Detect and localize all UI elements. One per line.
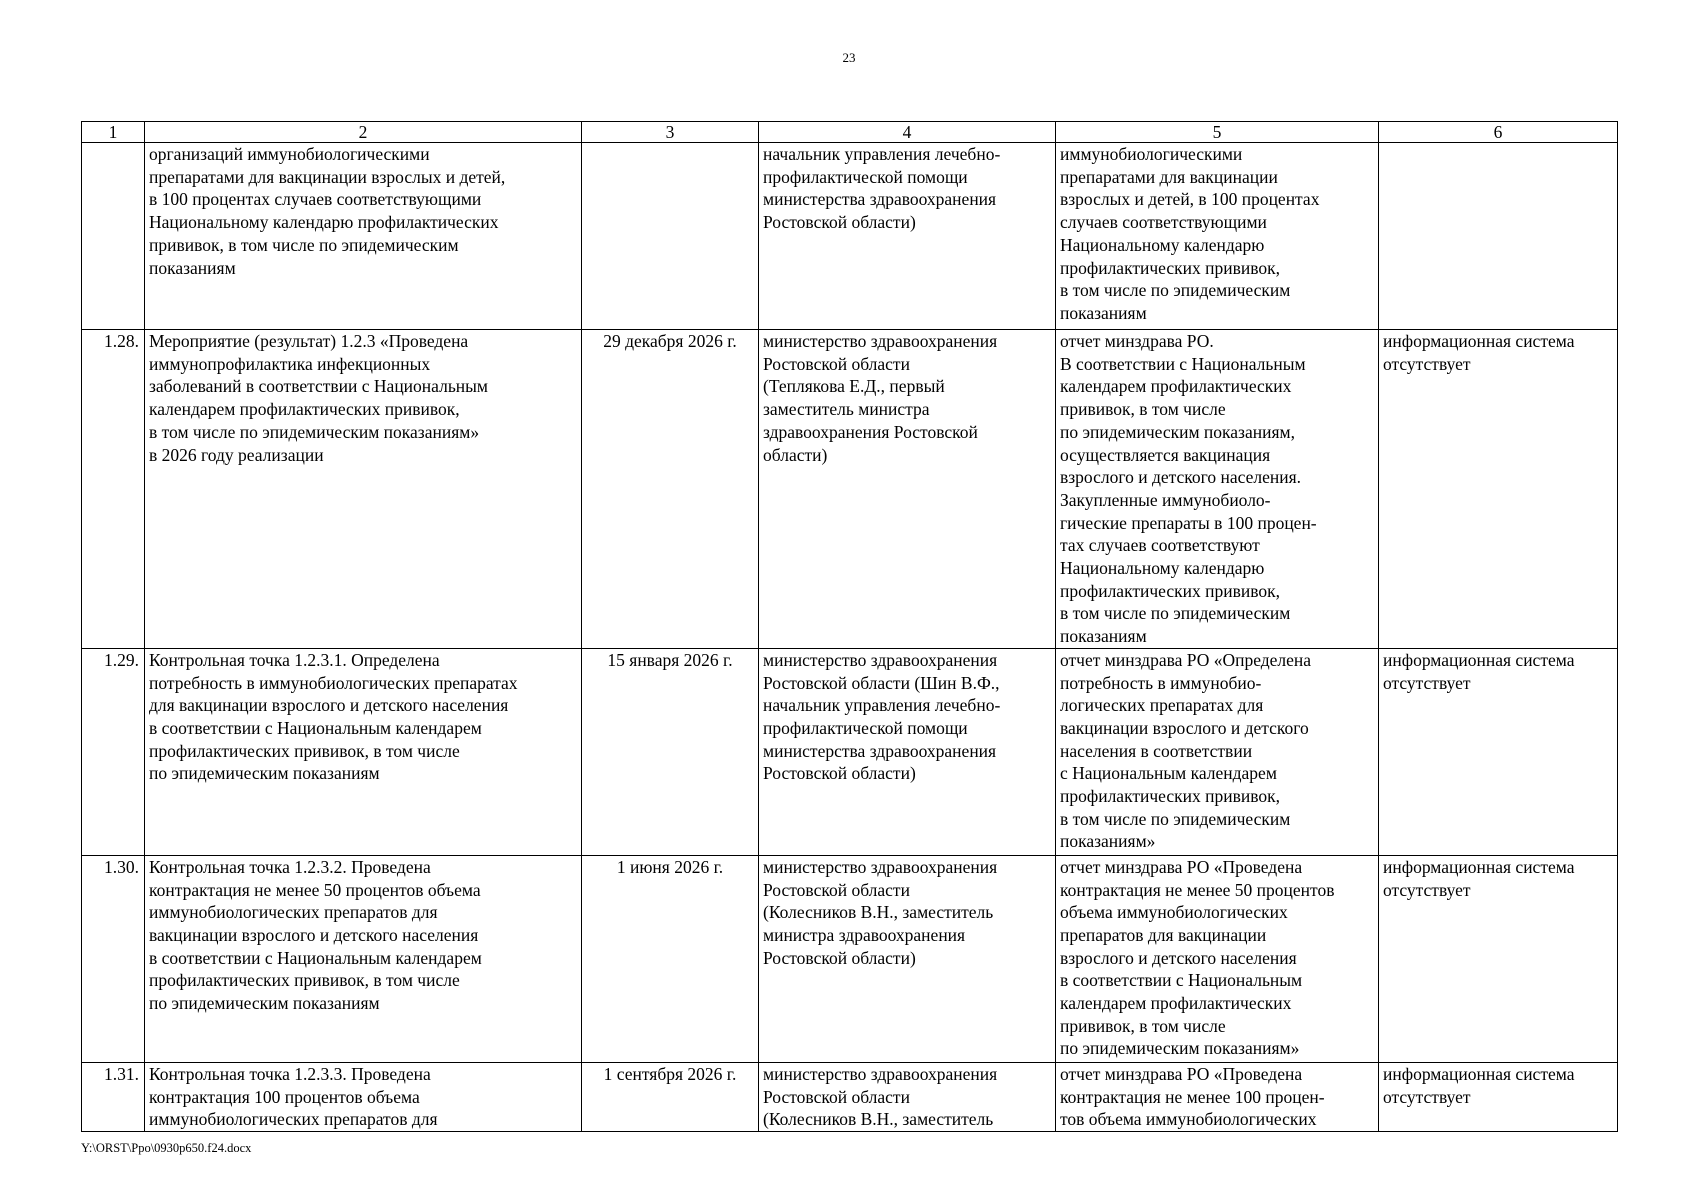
row-responsible: министерство здравоохранения Ростовской области (Шин В.Ф., начальник управления лечебно- профилактической помощи министерства здравоохранения Ростовской области) xyxy=(759,648,1056,855)
table-row xyxy=(82,330,1618,649)
plan-table xyxy=(81,121,1618,1132)
header-col-4: 4 xyxy=(759,122,1056,143)
table-row xyxy=(82,648,1618,855)
row-responsible: министерство здравоохранения Ростовской области (Колесников В.Н., заместитель министра здравоохранения Ростовской области) xyxy=(759,855,1056,1062)
page-number: 23 xyxy=(842,50,856,65)
row-system: информационная система отсутствует xyxy=(1379,1062,1618,1131)
row-number xyxy=(82,143,145,330)
table-row xyxy=(82,143,1618,330)
row-system: информационная система отсутствует xyxy=(1379,330,1618,649)
row-system xyxy=(1379,143,1618,330)
row-result: отчет минздрава РО «Проведена контрактация не менее 100 процен- тов объема иммунобиологических xyxy=(1056,1062,1379,1131)
row-description: организаций иммунобиологическими препаратами для вакцинации взрослых и детей, в 100 процентах случаев соответствующими Национальному календарю профилактических прививок, в том числе по эпидемическим показаниям xyxy=(145,143,582,330)
table-row xyxy=(82,1062,1618,1131)
row-date: 15 января 2026 г. xyxy=(582,648,759,855)
row-result: отчет минздрава РО «Определена потребность в иммунобио- логических препаратах для вакцинации взрослого и детского населения в соответствии с Национальным календарем профилактических прививок, в том числе по эпидемическим показаниям» xyxy=(1056,648,1379,855)
row-responsible: министерство здравоохранения Ростовской области (Колесников В.Н., заместитель xyxy=(759,1062,1056,1131)
row-description: Мероприятие (результат) 1.2.3 «Проведена иммунопрофилактика инфекционных заболеваний в соответствии с Национальным календарем профилактических прививок, в том числе по эпидемическим показаниям» в 2026 году реализации xyxy=(145,330,582,649)
row-date xyxy=(582,143,759,330)
footer-file-path: Y:\ORST\Ppo\0930p650.f24.docx xyxy=(81,1141,252,1155)
header-col-6: 6 xyxy=(1379,122,1618,143)
row-number: 1.28. xyxy=(82,330,145,649)
header-col-1: 1 xyxy=(82,122,145,143)
row-responsible: министерство здравоохранения Ростовской области (Теплякова Е.Д., первый заместитель министра здравоохранения Ростовской области) xyxy=(759,330,1056,649)
header-row xyxy=(82,122,1618,143)
row-number: 1.29. xyxy=(82,648,145,855)
row-description: Контрольная точка 1.2.3.3. Проведена контрактация 100 процентов объема иммунобиологических препаратов для xyxy=(145,1062,582,1131)
table-row xyxy=(82,855,1618,1062)
row-result: отчет минздрава РО «Проведена контрактация не менее 50 процентов объема иммунобиологических препаратов для вакцинации взрослого и детского населения в соответствии с Национальным календарем профилактических прививок, в том числе по эпидемическим показаниям» xyxy=(1056,855,1379,1062)
row-system: информационная система отсутствует xyxy=(1379,855,1618,1062)
header-col-5: 5 xyxy=(1056,122,1379,143)
header-col-3: 3 xyxy=(582,122,759,143)
row-system: информационная система отсутствует xyxy=(1379,648,1618,855)
row-number: 1.31. xyxy=(82,1062,145,1131)
row-result: отчет минздрава РО. В соответствии с Национальным календарем профилактических прививок, в том числе по эпидемическим показаниям, осуществляется вакцинация взрослого и детского населения. Закупленные иммунобиоло- гические препараты в 100 процен- тах случаев соответствуют Национальному календарю профилактических прививок, в том числе по эпидемическим показаниям xyxy=(1056,330,1379,649)
row-result: иммунобиологическими препаратами для вакцинации взрослых и детей, в 100 процентах случаев соответствующими Национальному календарю профилактических прививок, в том числе по эпидемическим показаниям xyxy=(1056,143,1379,330)
row-description: Контрольная точка 1.2.3.1. Определена потребность в иммунобиологических препаратах для вакцинации взрослого и детского населения в соответствии с Национальным календарем профилактических прививок, в том числе по эпидемическим показаниям xyxy=(145,648,582,855)
row-date: 1 июня 2026 г. xyxy=(582,855,759,1062)
row-number: 1.30. xyxy=(82,855,145,1062)
row-responsible: начальник управления лечебно- профилактической помощи министерства здравоохранения Ростовской области) xyxy=(759,143,1056,330)
row-date: 1 сентября 2026 г. xyxy=(582,1062,759,1131)
header-col-2: 2 xyxy=(145,122,582,143)
row-date: 29 декабря 2026 г. xyxy=(582,330,759,649)
row-description: Контрольная точка 1.2.3.2. Проведена контрактация не менее 50 процентов объема иммунобиологических препаратов для вакцинации взрослого и детского населения в соответствии с Национальным календарем профилактических прививок, в том числе по эпидемическим показаниям xyxy=(145,855,582,1062)
